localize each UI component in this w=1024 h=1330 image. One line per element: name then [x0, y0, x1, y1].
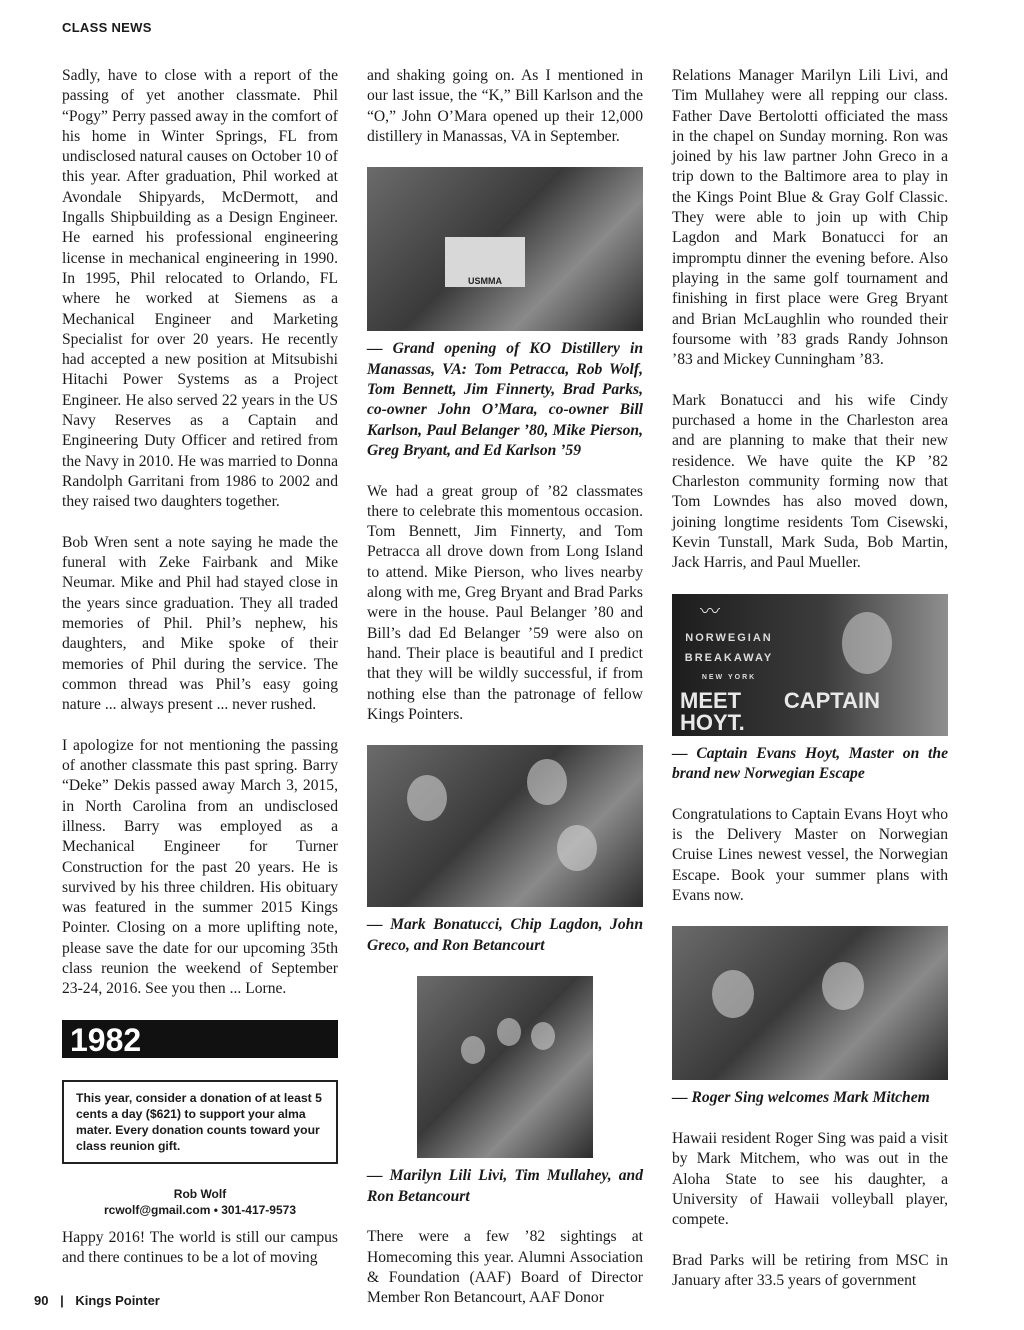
meet-captain-text: MEET CAPTAIN HOYT.	[680, 687, 880, 735]
column-2	[367, 66, 643, 1329]
brand-name: NORWEGIAN BREAKAWAY	[684, 631, 774, 665]
face-shade	[461, 1036, 485, 1064]
face-shade	[557, 825, 597, 871]
column-3	[672, 66, 948, 1312]
photo-ko-distillery	[367, 167, 643, 331]
photo-captain-hoyt	[672, 594, 948, 736]
homecoming-continued: Relations Manager Marilyn Lili Livi, and Tim Mullahey were all repping our class. Father Dave Bertolotti officiated the mass in the chapel on Sunday morning. Ron was joined by his law partner John Greco in a trip down to the Baltimore area to play in the Kings Point Blue & Gray Golf Classic. They were able to join up with Chip Lagdon and Mark Bonatucci for an impromptu dinner the evening before. Also playing in the same golf tournament and finishing in first place were Greg Bryant and Brian McLaughlin who rounded their foursome with ’83 grads Randy Johnson ’83 and Mickey Cunningham ’83.	[672, 67, 948, 369]
usmma-flag	[445, 237, 525, 287]
norwegian-logo-icon: 〰	[700, 600, 720, 623]
donation-box: This year, consider a donation of at least 5 cents a day ($621) to support your alma mater. Every donation counts toward your class reunion gift.	[62, 1080, 338, 1164]
class-year-banner: 1982	[62, 1020, 338, 1058]
face-shade	[531, 1022, 555, 1050]
obituary-barry-dekis: I apologize for not mentioning the passing of another classmate this past spring. Barry “Deke” Dekis passed away March 3, 2015, in North Carolina from an undisclosed illness. Barry was employed as a Mechanical Engineer for Turner Construction for the past 20 years. He is survived by his three children. His obituary was featured in the summer 2015 Kings Pointer. Closing on a more uplifting note, please save the date for our upcoming 35th class reunion the weekend of September 23-24, 2016. See you then ... Lorne.	[62, 736, 338, 998]
caption-captain-hoyt: — Captain Evans Hoyt, Master on the brand new Norwegian Escape	[672, 744, 948, 783]
photo-roger-sing	[672, 926, 948, 1080]
contact-name: Rob Wolf	[173, 1186, 227, 1201]
page-footer	[34, 1293, 160, 1308]
column-1	[62, 66, 338, 1289]
bob-wren-note: Bob Wren sent a note saying he made the funeral with Zeke Fairbank and Mike Neumar. Mike and Phil had stayed close in the years since graduation. They all traded memories of Phil. Phil’s nephew, his daughters, and Mike spoke of their memories of Phil during the service. The common thread was Phil’s easy going nature ... always present ... never rushed.	[62, 533, 338, 714]
caption-roger-sing: — Roger Sing welcomes Mark Mitchem	[672, 1089, 930, 1107]
ship-brand	[684, 628, 774, 689]
captain-hoyt-congrats: Congratulations to Captain Evans Hoyt who is the Delivery Master on Norwegian Cruise Lines newest vessel, the Norwegian Escape. Book your summer plans with Evans now.	[672, 805, 948, 904]
distillery-paragraph: and shaking going on. As I mentioned in our last issue, the “K,” Bill Karlson and the “O,” John O’Mara opened up their 12,000 distillery in Manassas, VA in September.	[367, 67, 643, 145]
caption-dinner-group: — Mark Bonatucci, Chip Lagdon, John Greco, and Ron Betancourt	[367, 916, 643, 954]
obituary-phil-perry: Sadly, have to close with a report of the passing of yet another classmate. Phil “Pogy” Perry passed away in the comfort of his home in Winter Springs, FL from undisclosed natural causes on October 10 of this year. After graduation, Phil worked at Avondale Shipyards, McDermott, and Ingalls Shipbuilding as a Design Engineer. He earned his professional engineering license in mechanical engineering in 1990. In 1995, Phil relocated to Orlando, FL where he worked at Siemens as a Mechanical Engineer and Marketing Specialist for over 20 years. He recently had accepted a new position at Mitsubishi Hitachi Power Systems as a Project Engineer. He also served 22 years in the US Navy Reserves as a Captain and Engineering Duty Officer and retired from the Navy in 2010. He was married to Donna Randolph Garritani from 1986 to 2002 and they raised two daughters together.	[62, 67, 338, 511]
photo-homecoming	[417, 976, 593, 1158]
class-contact	[62, 1186, 338, 1218]
footer-separator: |	[60, 1293, 64, 1308]
flag-text: USMMA	[468, 276, 502, 287]
page-number: 90	[34, 1293, 49, 1308]
brand-city: NEW YORK	[701, 674, 757, 682]
caption-ko-distillery: — Grand opening of KO Distillery in Manassas, VA: Tom Petracca, Rob Wolf, Tom Bennett, Jim Finnerty, Brad Parks, co-owner John O’Mara, co-owner Bill Karlson, Paul Belanger ’80, Mike Pierson, Greg Bryant, and Ed Karlson ’59	[367, 340, 643, 459]
caption-homecoming: — Marilyn Lili Livi, Tim Mullahey, and Ron Betancourt	[367, 1167, 643, 1205]
brad-parks-retiring: Brad Parks will be retiring from MSC in January after 33.5 years of government	[672, 1251, 948, 1290]
distillery-celebration: We had a great group of ’82 classmates there to celebrate this momentous occasion. Tom Bennett, Jim Finnerty, and Tom Petracca all drove down from Long Island to attend. Mike Pierson, who lives nearby along with me, Greg Bryant and Brad Parks were in the house. Paul Belanger ’80 and Bill’s dad Ed Belanger ’59 were also on hand. Their place is beautiful and I predict that they will be wildly successful, if from nothing else than the patronage of fellow Kings Pointers.	[367, 482, 643, 723]
class-1982-intro: Happy 2016! The world is still our campus and there continues to be a lot of moving	[62, 1228, 338, 1267]
section-header: CLASS NEWS	[62, 20, 152, 35]
homecoming-sightings: There were a few ’82 sightings at Homecoming this year. Alumni Association & Foundation (AAF) Board of Director Member Ron Betancourt, AAF Donor	[367, 1228, 643, 1307]
contact-info[interactable]: rcwolf@gmail.com • 301-417-9573	[104, 1202, 296, 1217]
face-shade	[497, 1018, 521, 1046]
face-shade	[842, 612, 892, 674]
photo-dinner-group	[367, 745, 643, 907]
charleston-community: Mark Bonatucci and his wife Cindy purchased a home in the Charleston area and are planning to make that their new residence. We have quite the KP ’82 Charleston community forming now that Tom Lowndes has also moved down, joining longtime residents Tom Cisewski, Kevin Tunstall, Mark Suda, Bob Martin, Jack Harris, and Paul Mueller.	[672, 391, 948, 572]
face-shade	[822, 962, 864, 1010]
hawaii-visit: Hawaii resident Roger Sing was paid a visit by Mark Mitchem, who was out in the Aloha State to see his daughter, a University of Hawaii volleyball player, compete.	[672, 1129, 948, 1229]
publication-name: Kings Pointer	[75, 1293, 160, 1308]
face-shade	[407, 775, 447, 821]
face-shade	[527, 759, 567, 805]
face-shade	[712, 970, 754, 1018]
